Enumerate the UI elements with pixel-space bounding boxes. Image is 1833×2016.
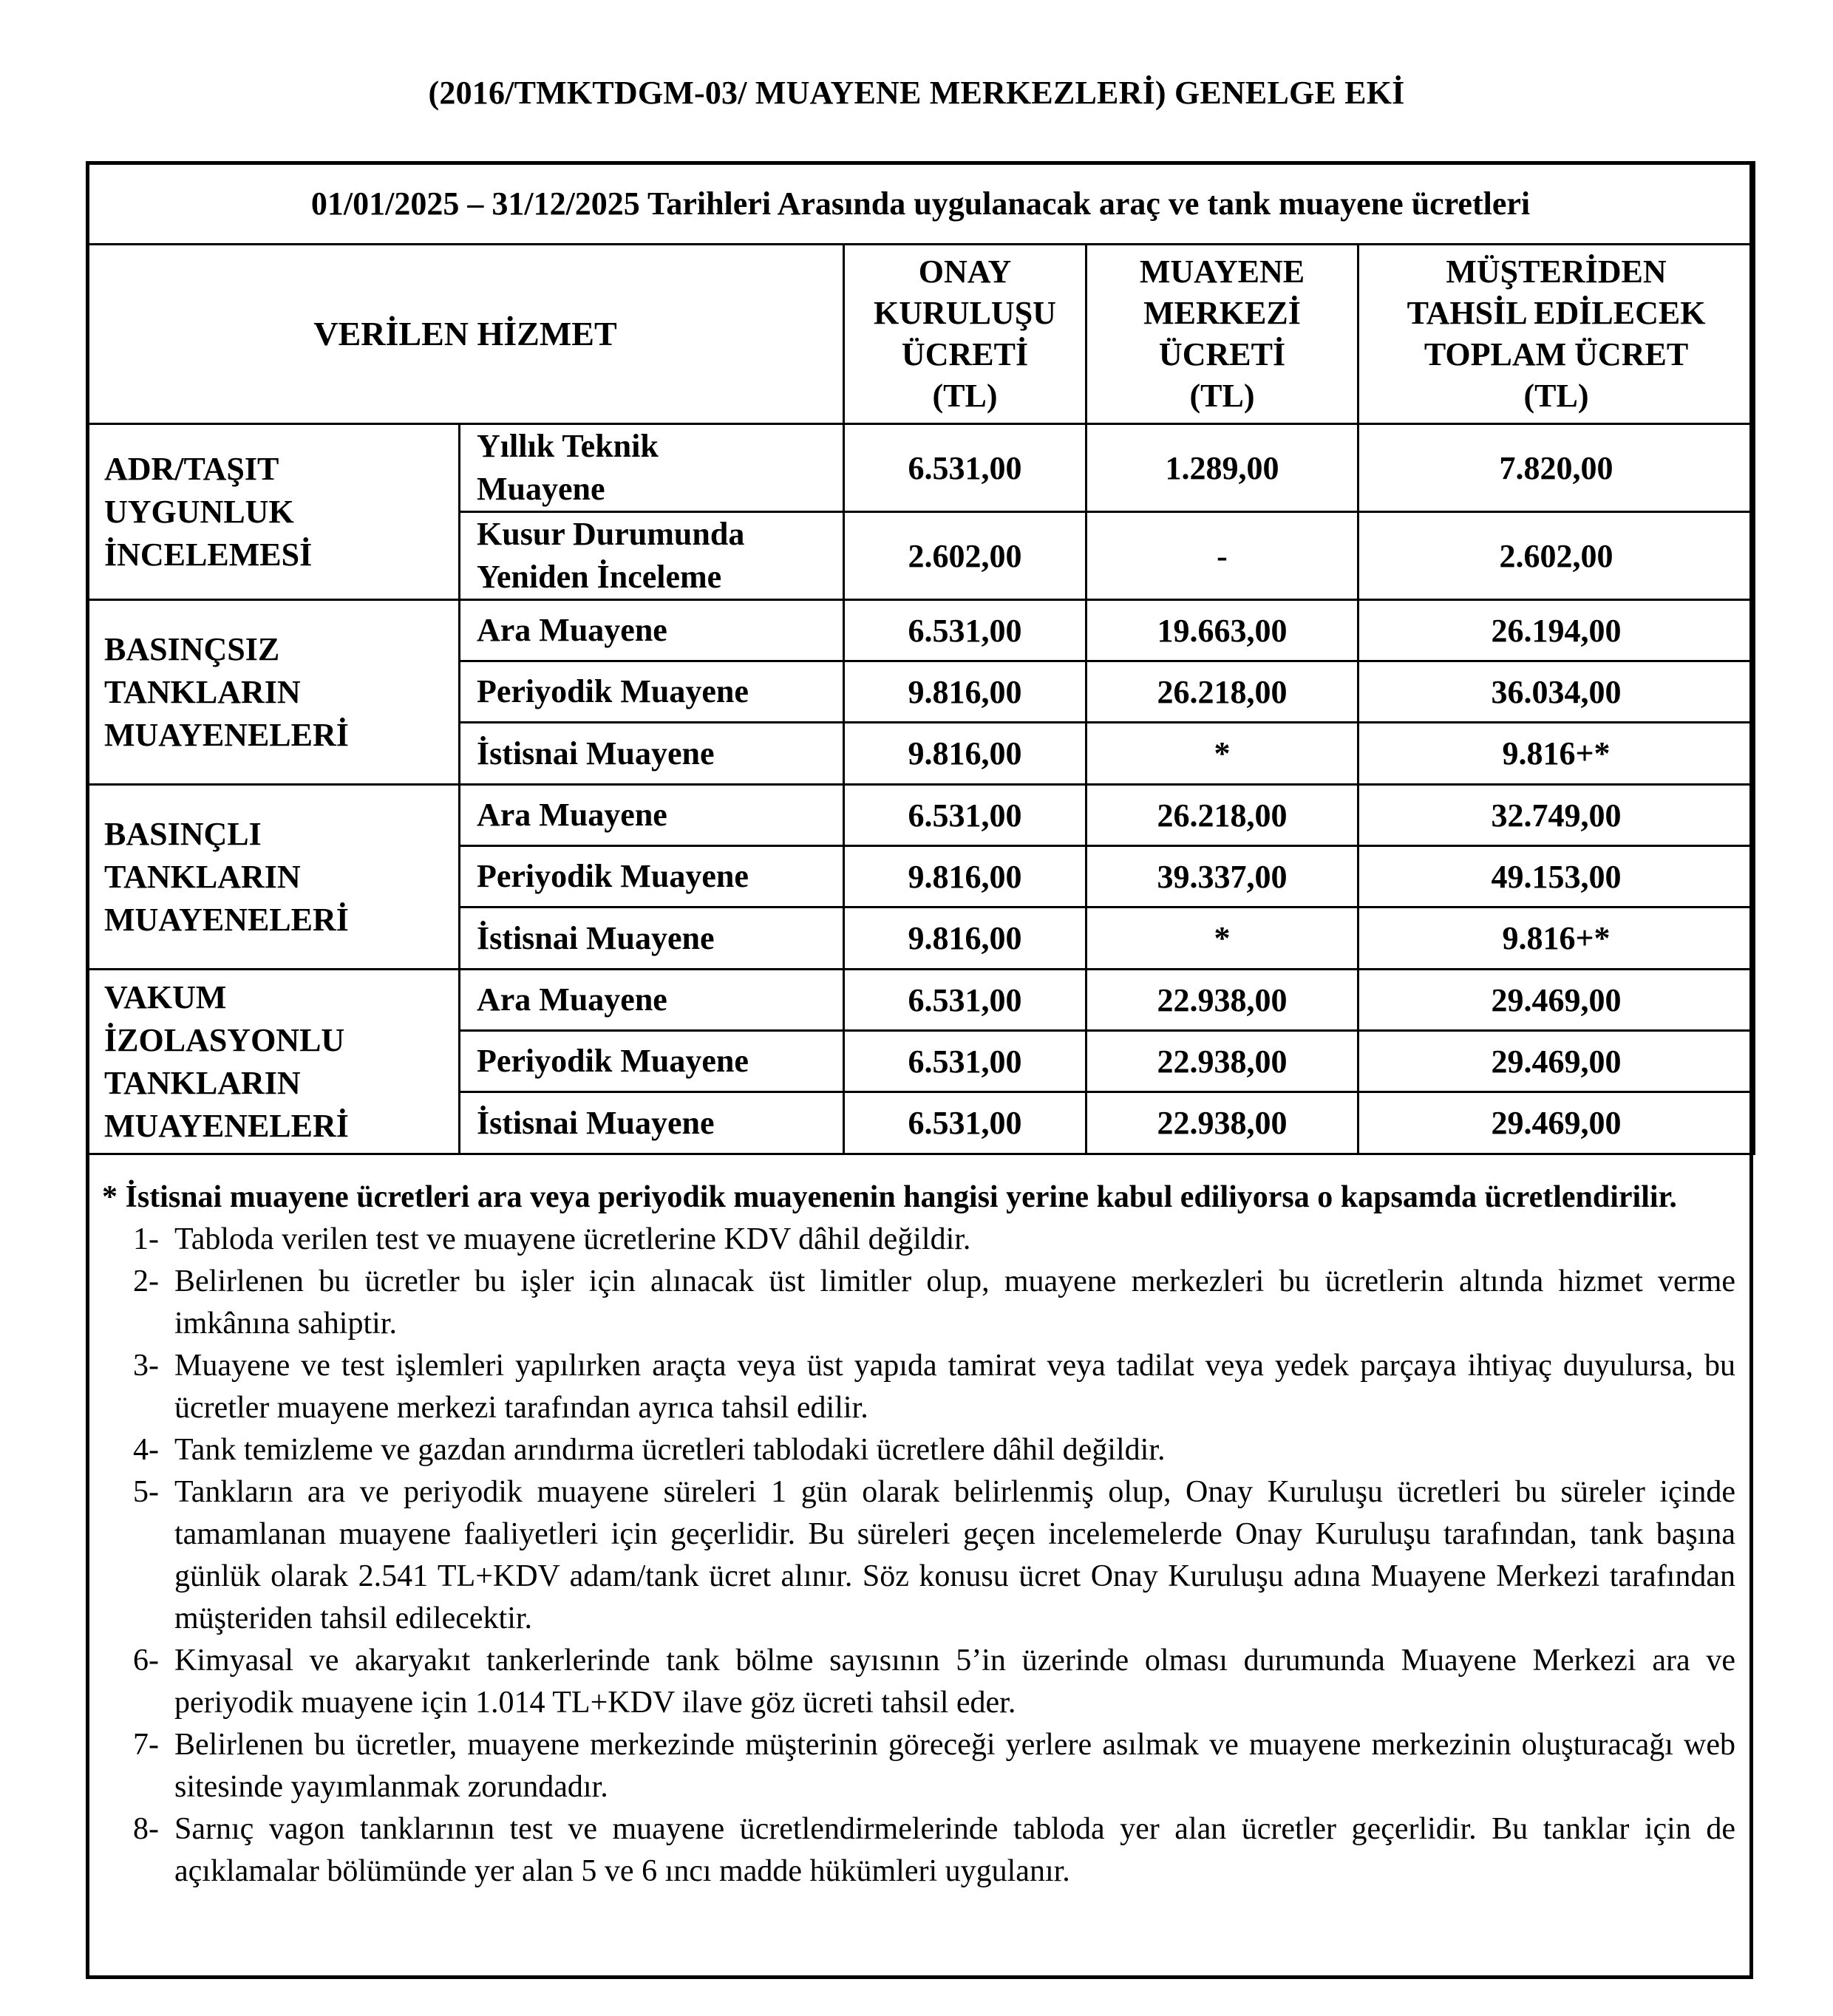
total-fee-cell: 2.602,00 — [1358, 512, 1755, 600]
header-row — [87, 245, 1755, 424]
service-cell: Ara Muayene — [460, 600, 844, 661]
service-cell: Ara Muayene — [460, 970, 844, 1031]
fee-table — [86, 161, 1755, 1155]
list-item — [102, 1345, 1735, 1429]
center-fee-cell: - — [1086, 512, 1358, 600]
table-row — [87, 785, 1755, 846]
note-text: Tabloda verilen test ve muayene ücretlerine KDV dâhil değildir. — [174, 1222, 971, 1256]
approval-fee-cell: 9.816,00 — [844, 723, 1086, 785]
list-item — [102, 1219, 1735, 1261]
note-text: Muayene ve test işlemleri yapılırken araçta veya üst yapıda tamirat veya tadilat veya yedek parçaya ihtiyaç duyulursa, bu ücretler muayene merkezi tarafından ayrıca tahsil edilir. — [174, 1349, 1735, 1425]
center-fee-cell: 22.938,00 — [1086, 1031, 1358, 1092]
approval-fee-cell: 6.531,00 — [844, 785, 1086, 846]
total-fee-cell: 29.469,00 — [1358, 1031, 1755, 1092]
group-label-vakum: VAKUM İZOLASYONLU TANKLARIN MUAYENELERİ — [87, 970, 460, 1154]
total-fee-cell: 9.816+* — [1358, 723, 1755, 785]
total-fee-cell: 36.034,00 — [1358, 661, 1755, 723]
list-item — [102, 1429, 1735, 1471]
service-cell: Yıllık Teknik Muayene — [460, 424, 844, 512]
approval-fee-cell: 6.531,00 — [844, 424, 1086, 512]
center-fee-cell: 22.938,00 — [1086, 970, 1358, 1031]
notes-lead: * İstisnai muayene ücretleri ara veya periyodik muayenenin hangisi yerine kabul ediliyorsa o kapsamda ücretlendirilir. — [102, 1180, 1677, 1214]
note-number: 7- — [133, 1728, 159, 1762]
document-title: (2016/TMKTDGM-03/ MUAYENE MERKEZLERİ) GENELGE EKİ — [428, 75, 1405, 111]
approval-fee-cell: 6.531,00 — [844, 1031, 1086, 1092]
note-number: 3- — [133, 1349, 159, 1383]
total-fee-cell: 9.816+* — [1358, 907, 1755, 970]
approval-fee-cell: 9.816,00 — [844, 661, 1086, 723]
notes-section — [102, 1176, 1735, 1893]
service-cell: İstisnai Muayene — [460, 907, 844, 970]
approval-fee-cell: 2.602,00 — [844, 512, 1086, 600]
total-fee-cell: 32.749,00 — [1358, 785, 1755, 846]
center-fee-cell: 19.663,00 — [1086, 600, 1358, 661]
approval-fee-cell: 6.531,00 — [844, 1092, 1086, 1154]
table-row — [87, 600, 1755, 661]
group-label-adr: ADR/TAŞIT UYGUNLUK İNCELEMESİ — [87, 424, 460, 600]
list-item — [102, 1640, 1735, 1724]
center-fee-header: MUAYENE MERKEZİ ÜCRETİ (TL) — [1086, 245, 1358, 424]
note-text: Belirlenen bu ücretler bu işler için alınacak üst limitler olup, muayene merkezleri bu ücretlerin altında hizmet verme imkânına sahiptir. — [174, 1264, 1735, 1341]
approval-fee-cell: 6.531,00 — [844, 970, 1086, 1031]
service-cell: İstisnai Muayene — [460, 1092, 844, 1154]
group-label-basincsiz: BASINÇSIZ TANKLARIN MUAYENELERİ — [87, 600, 460, 785]
approval-fee-cell: 9.816,00 — [844, 846, 1086, 907]
period-caption-row — [87, 163, 1755, 245]
note-text: Kimyasal ve akaryakıt tankerlerinde tank bölme sayısının 5’in üzerinde olması durumunda Muayene Merkezi ara ve periyodik muayene için 1.014 TL+KDV ilave göz ücreti tahsil eder. — [174, 1644, 1735, 1720]
service-cell: İstisnai Muayene — [460, 723, 844, 785]
note-number: 8- — [133, 1812, 159, 1846]
note-text: Belirlenen bu ücretler, muayene merkezinde müşterinin göreceği yerlere asılmak ve muayene merkezinin oluşturacağı web sitesinde yayımlanmak zorundadır. — [174, 1728, 1735, 1804]
table-row — [87, 970, 1755, 1031]
service-cell: Periyodik Muayene — [460, 1031, 844, 1092]
total-fee-cell: 29.469,00 — [1358, 970, 1755, 1031]
center-fee-cell: 39.337,00 — [1086, 846, 1358, 907]
center-fee-cell: 26.218,00 — [1086, 785, 1358, 846]
service-cell: Periyodik Muayene — [460, 661, 844, 723]
group-label-basincli: BASINÇLI TANKLARIN MUAYENELERİ — [87, 785, 460, 970]
note-text: Tank temizleme ve gazdan arındırma ücretleri tablodaki ücretlere dâhil değildir. — [174, 1433, 1166, 1467]
note-number: 6- — [133, 1644, 159, 1678]
list-item — [102, 1808, 1735, 1893]
table-row — [87, 424, 1755, 512]
total-fee-cell: 49.153,00 — [1358, 846, 1755, 907]
center-fee-cell: * — [1086, 723, 1358, 785]
note-number: 5- — [133, 1475, 159, 1509]
service-cell: Kusur Durumunda Yeniden İnceleme — [460, 512, 844, 600]
note-number: 2- — [133, 1264, 159, 1298]
note-text: Tankların ara ve periyodik muayene süreleri 1 gün olarak belirlenmiş olup, Onay Kuruluşu ücretleri bu süreler içinde tamamlanan muayene faaliyetleri için geçerlidir. Bu süreleri geçen incelemelerde Onay Kuruluşu tarafından, tank başına günlük olarak 2.541 TL+KDV adam/tank ücret alınır. Söz konusu ücret Onay Kuruluşu adına Muayene Merkezi tarafından müşteriden tahsil edilecektir. — [174, 1475, 1735, 1635]
service-header: VERİLEN HİZMET — [87, 245, 844, 424]
center-fee-cell: 22.938,00 — [1086, 1092, 1358, 1154]
center-fee-cell: * — [1086, 907, 1358, 970]
center-fee-cell: 1.289,00 — [1086, 424, 1358, 512]
total-fee-cell: 7.820,00 — [1358, 424, 1755, 512]
approval-fee-cell: 6.531,00 — [844, 600, 1086, 661]
total-fee-header: MÜŞTERİDEN TAHSİL EDİLECEK TOPLAM ÜCRET (TL) — [1358, 245, 1755, 424]
approval-fee-cell: 9.816,00 — [844, 907, 1086, 970]
approval-fee-header: ONAY KURULUŞU ÜCRETİ (TL) — [844, 245, 1086, 424]
note-number: 1- — [133, 1222, 159, 1256]
note-number: 4- — [133, 1433, 159, 1467]
service-cell: Periyodik Muayene — [460, 846, 844, 907]
list-item — [102, 1261, 1735, 1345]
service-cell: Ara Muayene — [460, 785, 844, 846]
period-caption: 01/01/2025 – 31/12/2025 Tarihleri Arasında uygulanacak araç ve tank muayene ücretleri — [87, 163, 1755, 245]
notes-list — [102, 1219, 1735, 1893]
total-fee-cell: 26.194,00 — [1358, 600, 1755, 661]
list-item — [102, 1471, 1735, 1640]
center-fee-cell: 26.218,00 — [1086, 661, 1358, 723]
note-text: Sarnıç vagon tanklarının test ve muayene ücretlendirmelerinde tabloda yer alan ücretler geçerlidir. Bu tanklar için de açıklamalar bölümünde yer alan 5 ve 6 ıncı madde hükümleri uygulanır. — [174, 1812, 1735, 1888]
total-fee-cell: 29.469,00 — [1358, 1092, 1755, 1154]
list-item — [102, 1724, 1735, 1808]
